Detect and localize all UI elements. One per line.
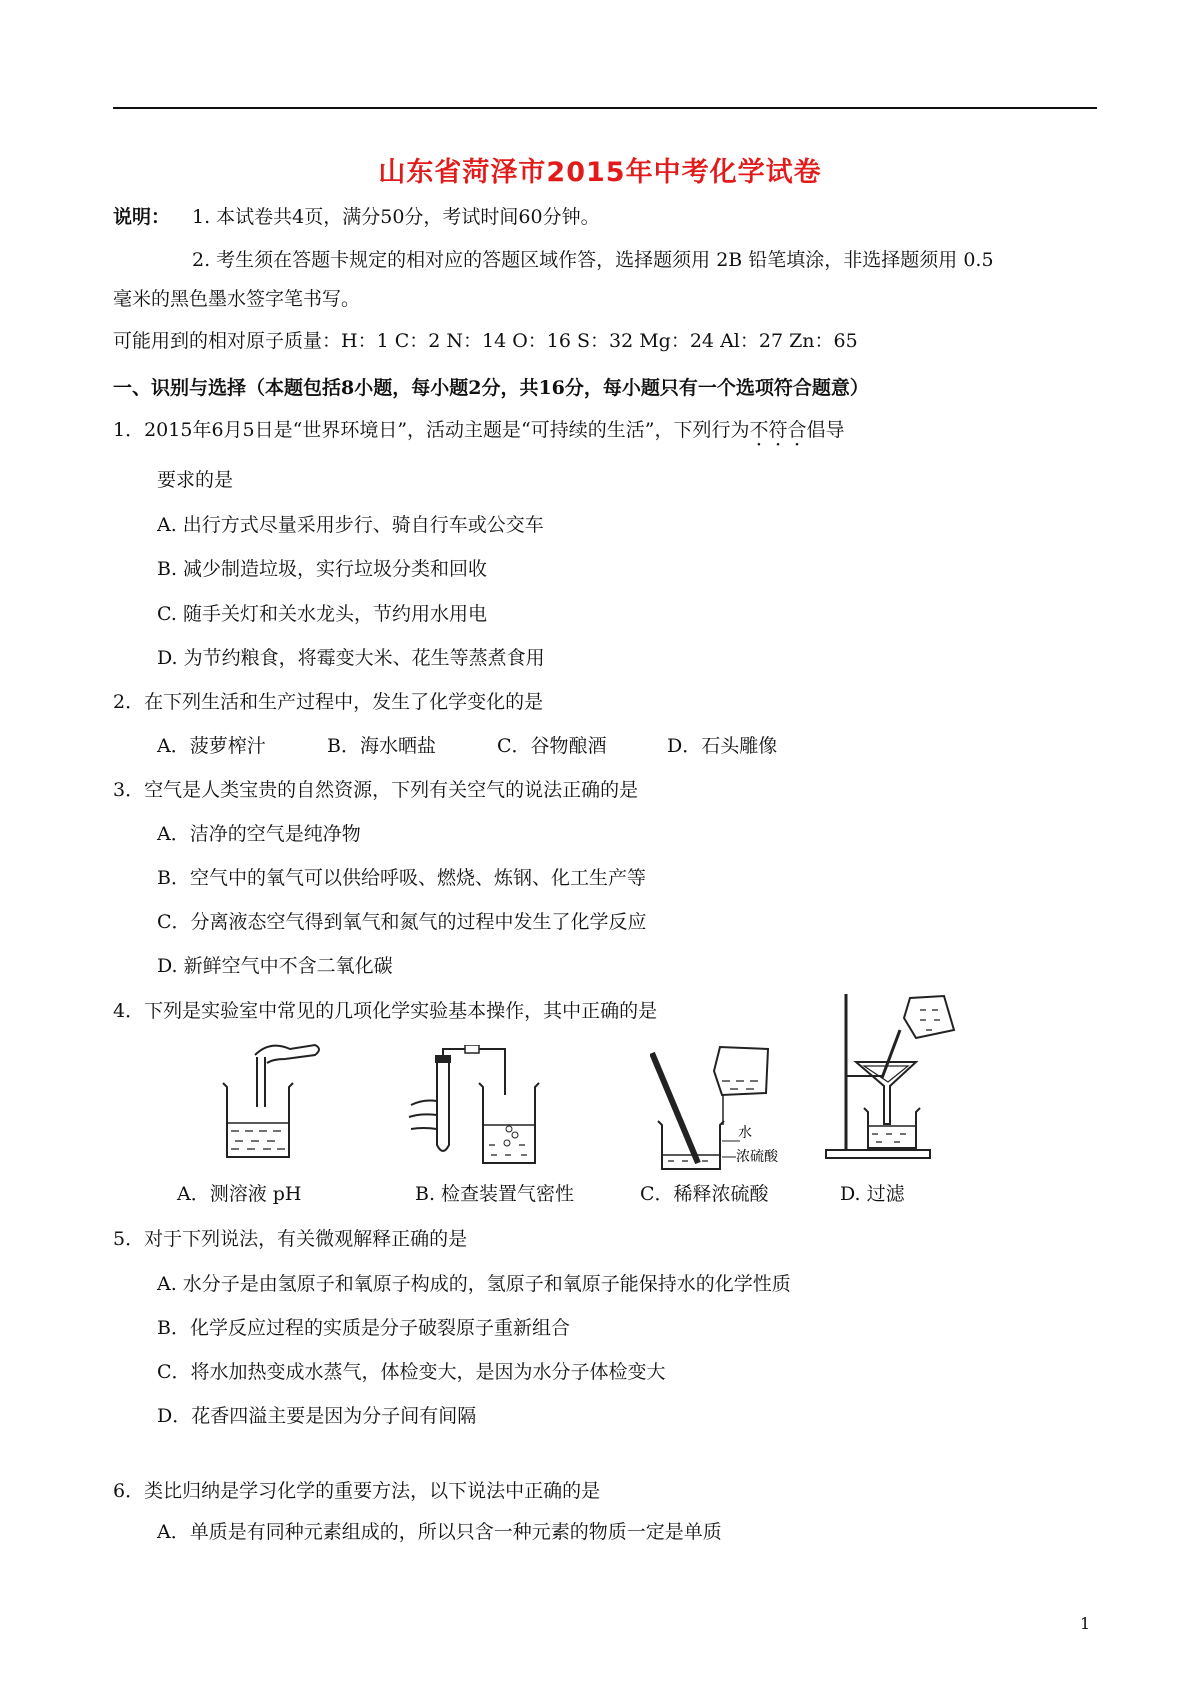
note-2: 2. 考生须在答题卡规定的相对应的答题区域作答，选择题须用 2B 铅笔填涂，非选择题须用 0.5 (192, 249, 994, 271)
note-1: 1. 本试卷共4页，满分50分，考试时间60分钟。 (192, 206, 600, 228)
q2-option-d: D．石头雕像 (667, 735, 778, 757)
q2-option-b: B．海水晒盐 (327, 735, 436, 757)
q5-option-d: D．花香四溢主要是因为分子间有间隔 (157, 1405, 477, 1427)
figure-ph-test (215, 1035, 335, 1165)
label-water: 水 (738, 1125, 752, 1141)
q6-option-a: A．单质是有同种元素组成的，所以只含一种元素的物质一定是单质 (157, 1521, 722, 1543)
q1-stem-cont: 要求的是 (157, 469, 234, 491)
fig-caption-c: C．稀释浓硫酸 (640, 1183, 769, 1205)
q1-option-a: A. 出行方式尽量采用步行、骑自行车或公交车 (157, 514, 544, 536)
page-number: 1 (1080, 1614, 1091, 1633)
q5-option-b: B．化学反应过程的实质是分子破裂原子重新组合 (157, 1317, 570, 1339)
atomic-masses: 可能用到的相对原子质量：H：1 C：2 N：14 O：16 S：32 Mg：24 Al：27 Zn：65 (113, 330, 858, 352)
q4-stem: 4．下列是实验室中常见的几项化学实验基本操作，其中正确的是 (113, 1000, 658, 1022)
q3-stem: 3．空气是人类宝贵的自然资源，下列有关空气的说法正确的是 (113, 779, 639, 801)
q5-option-c: C．将水加热变成水蒸气，体检变大，是因为水分子体检变大 (157, 1361, 666, 1383)
label-acid: 浓硫酸 (736, 1149, 778, 1165)
q1-emph-1: 不 (749, 419, 769, 441)
q1-emph-2: 符 (768, 419, 788, 441)
q6-stem: 6．类比归纳是学习化学的重要方法，以下说法中正确的是 (113, 1480, 601, 1502)
q1-stem-a: 1．2015年6月5日是“世界环境日”，活动主题是“可持续的生活”，下列行为 (113, 419, 750, 441)
header-rule (113, 107, 1097, 109)
q3-option-a: A．洁净的空气是纯净物 (157, 823, 361, 845)
q5-option-a: A. 水分子是由氢原子和氧原子构成的，氢原子和氧原子能保持水的化学性质 (157, 1273, 791, 1295)
figure-airtightness (405, 1045, 545, 1175)
q1-stem-b: 倡导 (806, 419, 845, 441)
q1-option-c: C. 随手关灯和关水龙头，节约用水用电 (157, 603, 487, 625)
fig-caption-d: D. 过滤 (840, 1183, 905, 1205)
q1-option-b: B. 减少制造垃圾，实行垃圾分类和回收 (157, 558, 488, 580)
q1-stem (113, 417, 845, 443)
q2-option-a: A．菠萝榨汁 (157, 735, 266, 757)
section-heading: 一、识别与选择（本题包括8小题，每小题2分，共16分，每小题只有一个选项符合题意） (113, 377, 869, 399)
q1-emph-3: 合 (787, 419, 807, 441)
q1-option-d: D. 为节约粮食，将霉变大米、花生等蒸煮食用 (157, 647, 545, 669)
note-2-cont: 毫米的黑色墨水签字笔书写。 (113, 288, 361, 310)
figure-dilute-acid (650, 1045, 790, 1175)
fig-caption-a: A．测溶液 pH (177, 1183, 302, 1205)
page-title: 山东省菏泽市2015年中考化学试卷 (378, 157, 822, 188)
q3-option-d: D. 新鲜空气中不含二氧化碳 (157, 955, 393, 977)
figure-filtration (820, 990, 970, 1170)
q3-option-c: C．分离液态空气得到氧气和氮气的过程中发生了化学反应 (157, 911, 647, 933)
q3-option-b: B．空气中的氧气可以供给呼吸、燃烧、炼钢、化工生产等 (157, 867, 646, 889)
q5-stem: 5．对于下列说法，有关微观解释正确的是 (113, 1228, 468, 1250)
q2-option-c: C．谷物酿酒 (497, 735, 607, 757)
q2-stem: 2．在下列生活和生产过程中，发生了化学变化的是 (113, 691, 544, 713)
notes-label: 说明： (113, 206, 171, 228)
fig-caption-b: B. 检查装置气密性 (415, 1183, 575, 1205)
